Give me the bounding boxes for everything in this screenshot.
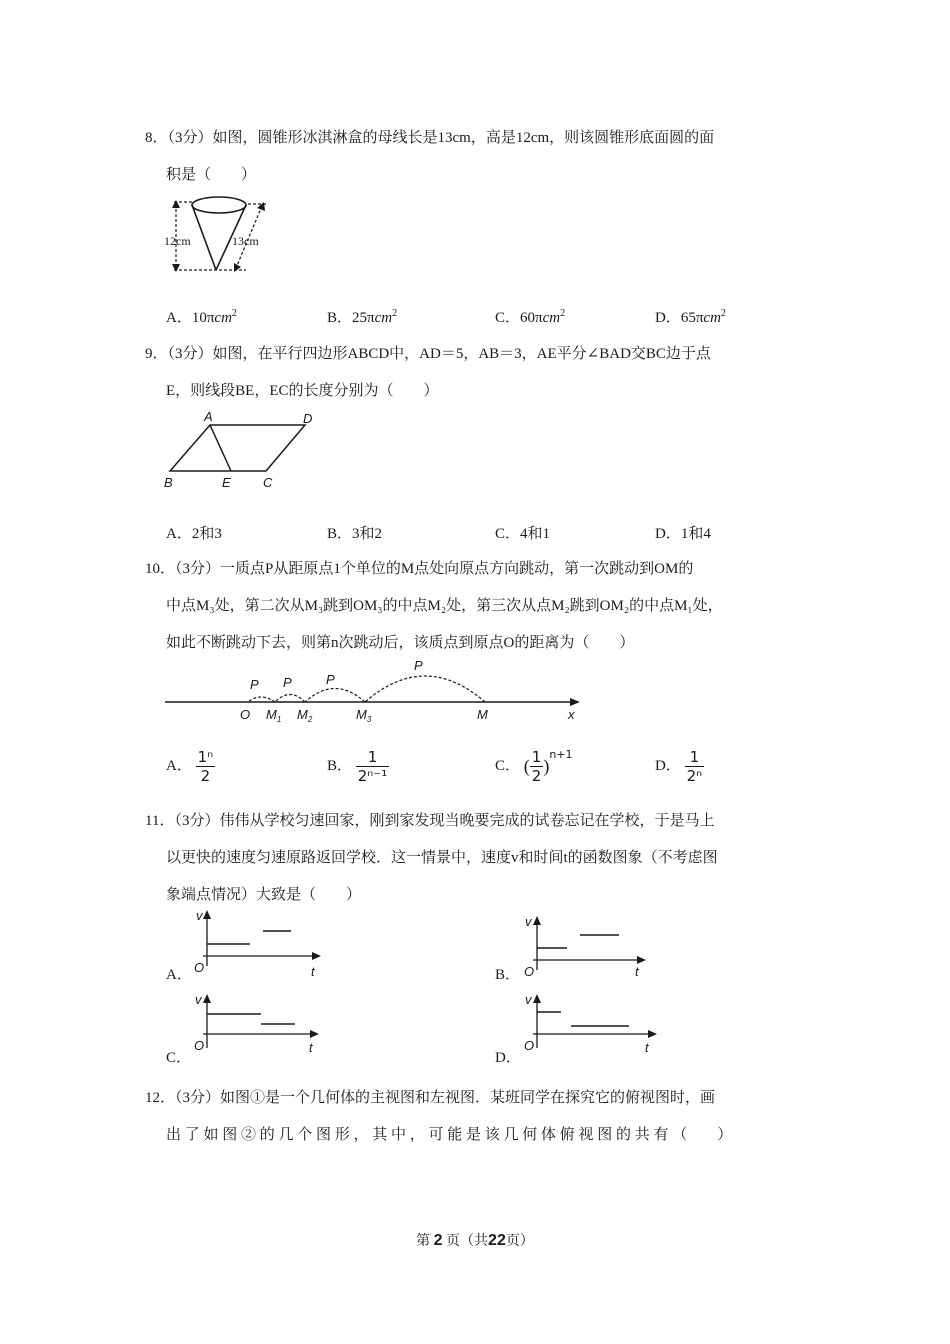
q8-line2: 积是（ ） bbox=[166, 167, 257, 183]
height-label: 12cm bbox=[164, 234, 191, 248]
label-p-2: P bbox=[326, 672, 335, 687]
footer-page-number: 2 bbox=[433, 1232, 443, 1249]
q10-option-b-den: 2ⁿ⁻¹ bbox=[357, 767, 388, 785]
q8-option-d[interactable] bbox=[655, 306, 726, 327]
q10-option-c-fraction bbox=[530, 748, 544, 785]
label-o: O bbox=[524, 964, 535, 979]
q9-option-c[interactable]: C．4和1 bbox=[495, 526, 551, 542]
q8-option-d-value: 65π bbox=[680, 310, 704, 326]
q8-option-c-unit: cm bbox=[542, 310, 561, 326]
q11-line2: 以更快的速度匀速原路返回学校．这一情景中，速度v和时间t的函数图象（不考虑图 bbox=[166, 850, 718, 866]
label-v: v bbox=[196, 908, 203, 923]
q10-option-a-fraction bbox=[196, 748, 216, 785]
label-p-1: P bbox=[414, 658, 423, 673]
q11-graph-a bbox=[185, 906, 325, 978]
cone-left-side bbox=[192, 205, 216, 270]
q10-line3: 如此不断跳动下去，则第n次跳动后，该质点到原点O的距离为（ ） bbox=[166, 635, 635, 651]
label-a: A bbox=[204, 409, 213, 424]
q10-option-a-den: 2 bbox=[200, 767, 211, 785]
q11-option-d[interactable]: D． bbox=[495, 1050, 521, 1066]
q11-option-c[interactable]: C． bbox=[166, 1050, 192, 1066]
footer-pre: 第 bbox=[416, 1234, 431, 1249]
label-t: t bbox=[645, 1040, 649, 1055]
q8-option-d-unit: cm bbox=[703, 310, 721, 326]
q8-option-a-value: 10π bbox=[191, 310, 215, 326]
q10-option-d[interactable] bbox=[655, 748, 704, 785]
t-axis-arrow bbox=[310, 1030, 319, 1038]
q8-option-b-letter: B． bbox=[327, 310, 353, 326]
slant-arrow-bottom-head bbox=[234, 263, 241, 272]
label-e: E bbox=[222, 475, 231, 490]
q10-option-c-den: 2 bbox=[531, 767, 542, 785]
q10-option-c-letter: C． bbox=[495, 757, 521, 774]
segment-ae bbox=[210, 425, 231, 471]
x-axis-arrow bbox=[570, 698, 580, 706]
q12-line1: 12．（3分）如图①是一个几何体的主视图和左视图．某班同学在探究它的俯视图时，画 bbox=[145, 1090, 716, 1106]
v-axis-arrow bbox=[203, 994, 211, 1003]
q8-option-b-exp: 2 bbox=[392, 308, 398, 319]
q11-option-b[interactable]: B． bbox=[495, 967, 521, 983]
q8-option-a[interactable] bbox=[166, 306, 237, 327]
jump-arc-3 bbox=[275, 695, 305, 703]
label-t: t bbox=[635, 964, 639, 979]
label-o: O bbox=[240, 707, 251, 722]
label-m2: $M_2$ bbox=[297, 707, 313, 724]
t-axis-arrow bbox=[312, 952, 321, 960]
label-t: t bbox=[311, 964, 315, 978]
q9-line1: 9．（3分）如图，在平行四边形ABCD中，AD＝5，AB＝3，AE平分∠BAD交BC边于点 bbox=[145, 346, 711, 362]
label-m3: $M_3$ bbox=[356, 707, 372, 724]
q11-option-a[interactable]: A． bbox=[166, 967, 192, 983]
q9-option-a[interactable]: A．2和3 bbox=[166, 526, 222, 542]
label-b: B bbox=[164, 475, 173, 490]
q10-option-a-num: 1ⁿ bbox=[197, 748, 214, 766]
q8-option-c-letter: C． bbox=[495, 310, 521, 326]
q10-option-d-num: 1 bbox=[685, 748, 705, 767]
q10-option-a-letter: A． bbox=[166, 757, 192, 774]
q8-option-d-exp: 2 bbox=[720, 308, 726, 319]
q8-option-a-exp: 2 bbox=[231, 308, 237, 319]
q8-option-c[interactable] bbox=[495, 306, 565, 327]
slant-label: 13cm bbox=[232, 234, 259, 248]
q8-option-a-unit: cm bbox=[214, 310, 232, 326]
cone-top-ellipse bbox=[192, 197, 246, 213]
q11-line3: 象端点情况）大致是（ ） bbox=[166, 887, 362, 903]
label-x: x bbox=[568, 707, 575, 722]
q10-option-b-letter: B． bbox=[327, 757, 353, 774]
label-p-4: P bbox=[250, 677, 259, 692]
label-o: O bbox=[194, 960, 205, 975]
footer-mid: 页（共 bbox=[446, 1234, 489, 1249]
q10-option-c-rparen: ) bbox=[543, 756, 550, 776]
q8-cone-figure bbox=[162, 190, 277, 280]
q8-option-d-letter: D． bbox=[655, 310, 681, 326]
v-axis-arrow bbox=[533, 994, 541, 1003]
label-d: D bbox=[303, 411, 313, 426]
q8-option-b-value: 25π bbox=[352, 310, 375, 326]
label-o: O bbox=[524, 1038, 535, 1053]
label-v: v bbox=[195, 992, 202, 1007]
footer-post: 页） bbox=[505, 1234, 534, 1249]
q8-option-c-value: 60π bbox=[520, 310, 543, 326]
t-axis-arrow bbox=[637, 956, 646, 964]
label-m1: $M_1$ bbox=[266, 707, 282, 724]
q10-option-c-exp: n+1 bbox=[549, 748, 573, 761]
q10-number-line-figure bbox=[160, 655, 590, 730]
q10-option-d-den: 2ⁿ bbox=[686, 767, 703, 785]
q10-option-c-num: 1 bbox=[531, 748, 542, 766]
q10-option-a[interactable] bbox=[166, 748, 215, 785]
q9-option-d[interactable]: D．1和4 bbox=[655, 526, 711, 542]
q10-option-b-num: 1 bbox=[356, 748, 389, 767]
q10-option-c[interactable] bbox=[495, 748, 573, 785]
slant-arrow-top-head bbox=[257, 202, 265, 211]
q8-line1: 8．（3分）如图，圆锥形冰淇淋盒的母线长是13cm，高是12cm，则该圆锥形底面圆的面 bbox=[145, 130, 715, 146]
q10-line1: 10．（3分）一质点P从距原点1个单位的M点处向原点方向跳动，第一次跳动到OM的 bbox=[145, 561, 694, 577]
q9-option-b[interactable]: B．3和2 bbox=[327, 526, 383, 542]
height-arrow-top-head bbox=[172, 200, 180, 208]
label-t: t bbox=[309, 1040, 313, 1055]
q10-option-c-lparen: ( bbox=[523, 756, 530, 776]
label-v: v bbox=[525, 914, 532, 929]
v-axis-arrow bbox=[203, 910, 211, 919]
label-m: M bbox=[477, 707, 488, 722]
q8-option-a-letter: A． bbox=[166, 310, 192, 326]
page-footer bbox=[0, 1230, 950, 1250]
label-o: O bbox=[194, 1038, 205, 1053]
q11-graph-b bbox=[515, 912, 655, 984]
label-p-3: P bbox=[283, 675, 292, 690]
q10-option-d-letter: D． bbox=[655, 757, 681, 774]
q8-option-b-unit: cm bbox=[374, 310, 393, 326]
jump-arc-1 bbox=[365, 676, 485, 702]
footer-total-pages: 22 bbox=[488, 1232, 506, 1249]
parallelogram-abcd bbox=[170, 425, 305, 471]
q10-line2: 中点M₃处，第二次从M₃跳到OM₃的中点M₂处，第三次从点M₂跳到OM₂的中点M₁处， bbox=[166, 598, 723, 614]
q12-line2: 出 了 如 图 ② 的 几 个 图 形 ， 其 中 ， 可 能 是 该 几 何 体 俯 视 图 的 共 有 （ ） bbox=[166, 1127, 733, 1143]
q10-option-b-fraction bbox=[356, 748, 389, 785]
label-v: v bbox=[525, 992, 532, 1007]
t-axis-arrow bbox=[648, 1030, 657, 1038]
jump-arc-2 bbox=[305, 689, 365, 703]
v-axis-arrow bbox=[533, 916, 541, 925]
q8-option-c-exp: 2 bbox=[560, 308, 566, 319]
height-arrow-bottom-head bbox=[172, 264, 180, 272]
q9-line2: E，则线段BE，EC的长度分别为（ ） bbox=[166, 383, 439, 399]
q8-option-b[interactable] bbox=[327, 306, 397, 327]
q11-graph-c bbox=[185, 990, 325, 1062]
label-c: C bbox=[263, 475, 273, 490]
q11-graph-d bbox=[515, 990, 665, 1062]
q9-parallelogram-figure bbox=[160, 405, 325, 495]
q11-line1: 11．（3分）伟伟从学校匀速回家，刚到家发现当晚要完成的试卷忘记在学校，于是马上 bbox=[145, 813, 715, 829]
q10-option-d-fraction bbox=[685, 748, 705, 785]
q10-option-b[interactable] bbox=[327, 748, 389, 785]
